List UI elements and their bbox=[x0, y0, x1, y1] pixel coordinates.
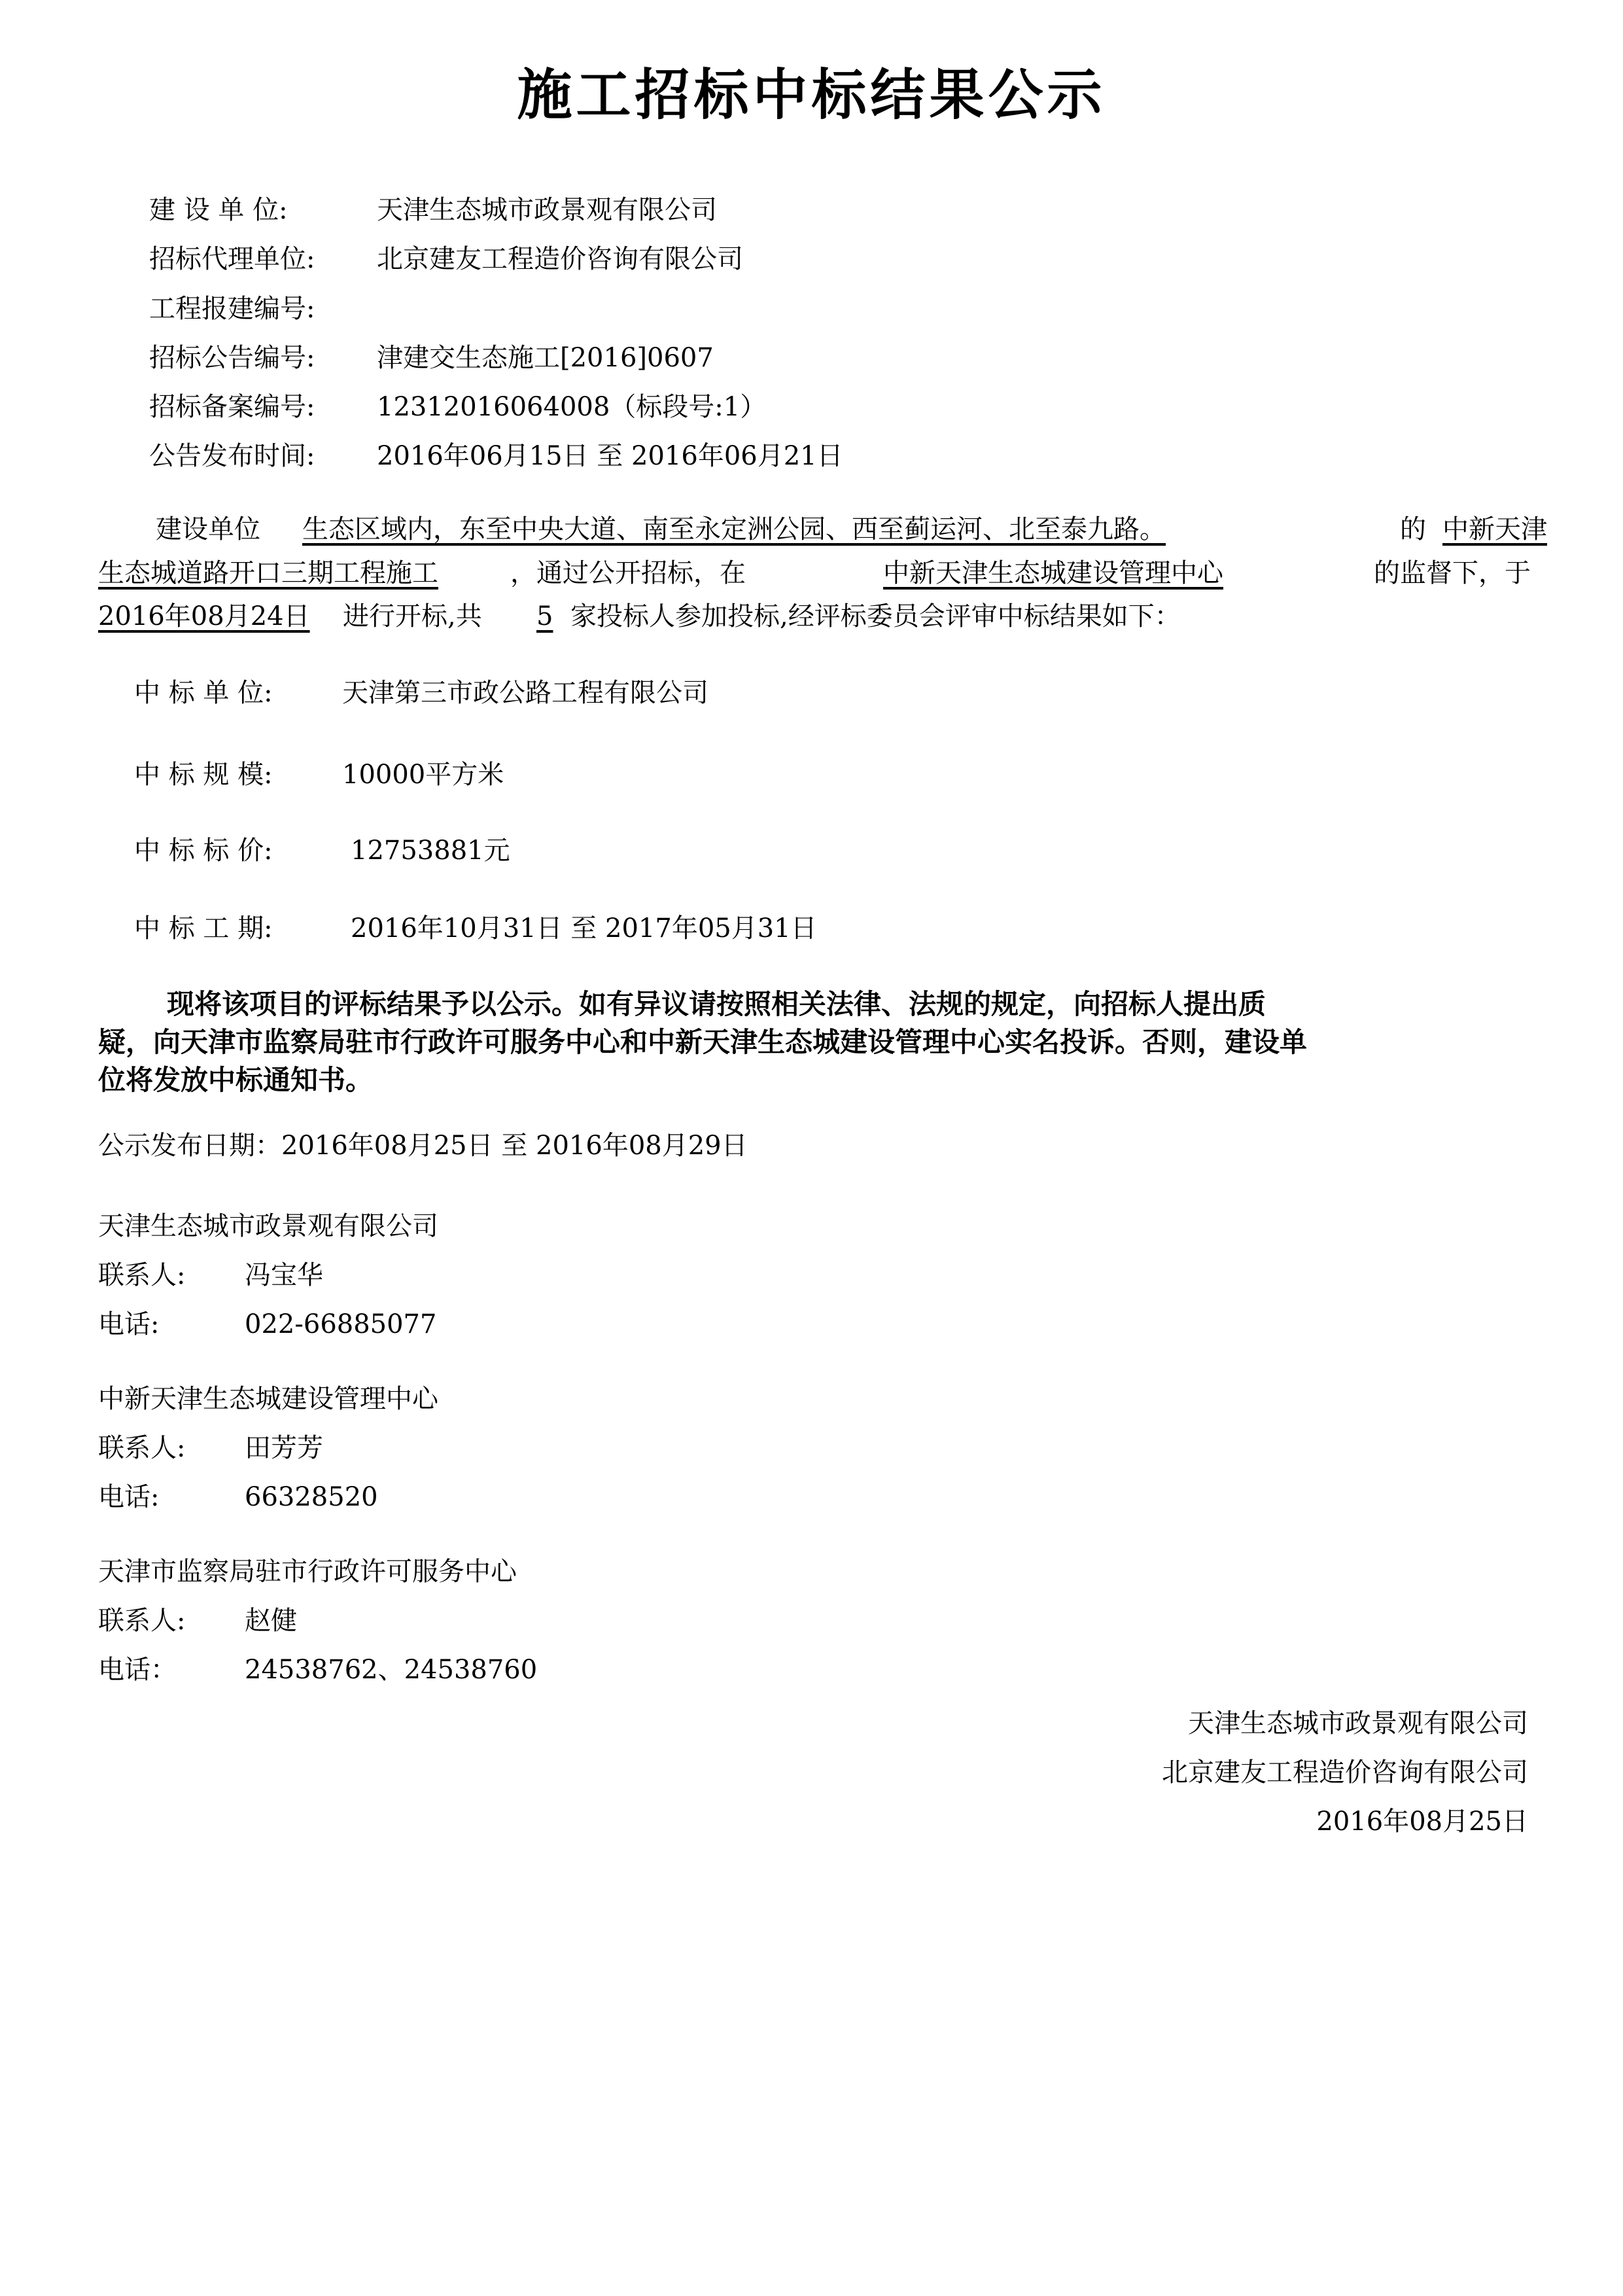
winner-value: 天津第三市政公路工程有限公司 bbox=[342, 678, 708, 708]
signature-org-1: 天津生态城市政景观有限公司 bbox=[1188, 1708, 1528, 1739]
contact-person-label: 联系人: bbox=[98, 1433, 186, 1463]
supervisor-org: 中新天津生态城建设管理中心 bbox=[883, 558, 1223, 588]
bidder-count: 5 bbox=[536, 601, 553, 631]
project-name-part2: 生态城道路开口三期工程施工 bbox=[98, 558, 438, 588]
price-label: 中 标 标 价: bbox=[134, 836, 273, 866]
contact-phone: 24538762、24538760 bbox=[245, 1655, 538, 1685]
notice-line-2: 疑，向天津市监察局驻市行政许可服务中心和中新天津生态城建设管理中心实名投诉。否则，建设单 bbox=[98, 1026, 1308, 1058]
scale-value: 10000平方米 bbox=[342, 760, 504, 790]
contact-person: 赵健 bbox=[245, 1606, 297, 1636]
period-label: 中 标 工 期: bbox=[134, 913, 273, 944]
record-no-label: 招标备案编号: bbox=[149, 392, 315, 422]
signature-date: 2016年08月25日 bbox=[1316, 1807, 1528, 1837]
notice-no-label: 招标公告编号: bbox=[149, 343, 315, 373]
notice-line-1: 现将该项目的评标结果予以公示。如有异议请按照相关法律、法规的规定，向招标人提出质 bbox=[167, 988, 1266, 1020]
publish-time-value: 2016年06月15日 至 2016年06月21日 bbox=[377, 441, 843, 471]
agent-label: 招标代理单位: bbox=[149, 244, 315, 274]
para-text-5: 进行开标,共 bbox=[343, 601, 482, 631]
builder-label: 建 设 单 位: bbox=[149, 195, 288, 225]
publish-time-label: 公告发布时间: bbox=[149, 441, 315, 471]
page-title: 施工招标中标结果公示 bbox=[517, 62, 1106, 127]
winner-label: 中 标 单 位: bbox=[134, 678, 273, 708]
contact-phone: 66328520 bbox=[245, 1482, 378, 1512]
contact-org: 天津市监察局驻市行政许可服务中心 bbox=[98, 1557, 517, 1587]
para-text-6: 家投标人参加投标,经评标委员会评审中标结果如下： bbox=[570, 601, 1181, 631]
report-no-label: 工程报建编号: bbox=[149, 294, 315, 324]
publicity-period: 公示发布日期：2016年08月25日 至 2016年08月29日 bbox=[98, 1131, 748, 1161]
builder-value: 天津生态城市政景观有限公司 bbox=[377, 195, 717, 225]
contact-org: 中新天津生态城建设管理中心 bbox=[98, 1384, 438, 1414]
record-no-value: 12312016064008（标段号:1） bbox=[377, 392, 767, 422]
para-text-2: 的 bbox=[1400, 514, 1426, 544]
period-value: 2016年10月31日 至 2017年05月31日 bbox=[351, 913, 817, 944]
project-name-part1: 中新天津 bbox=[1442, 514, 1547, 544]
scale-label: 中 标 规 模: bbox=[134, 760, 273, 790]
contact-person-label: 联系人: bbox=[98, 1260, 186, 1290]
agent-value: 北京建友工程造价咨询有限公司 bbox=[377, 244, 743, 274]
signature-org-2: 北京建友工程造价咨询有限公司 bbox=[1162, 1757, 1528, 1788]
contact-person: 田芳芳 bbox=[245, 1433, 323, 1463]
price-value: 12753881元 bbox=[351, 836, 510, 866]
para-text-4: 的监督下，于 bbox=[1374, 558, 1531, 588]
contact-person-label: 联系人: bbox=[98, 1606, 186, 1636]
contact-phone-label: 电话: bbox=[98, 1309, 160, 1339]
notice-no-value: 津建交生态施工[2016]0607 bbox=[377, 343, 714, 373]
contact-org: 天津生态城市政景观有限公司 bbox=[98, 1211, 438, 1241]
open-date: 2016年08月24日 bbox=[98, 601, 310, 631]
contact-phone: 022-66885077 bbox=[245, 1309, 437, 1339]
para-text-1: 建设单位 bbox=[156, 514, 260, 544]
para-text-3: ，通过公开招标，在 bbox=[510, 558, 746, 588]
contact-person: 冯宝华 bbox=[245, 1260, 323, 1290]
notice-line-3: 位将发放中标通知书。 bbox=[98, 1064, 374, 1096]
contact-phone-label: 电话： bbox=[98, 1655, 177, 1685]
contact-phone-label: 电话: bbox=[98, 1482, 160, 1512]
project-location: 生态区域内，东至中央大道、南至永定洲公园、西至蓟运河、北至泰九路。 bbox=[302, 514, 1166, 544]
